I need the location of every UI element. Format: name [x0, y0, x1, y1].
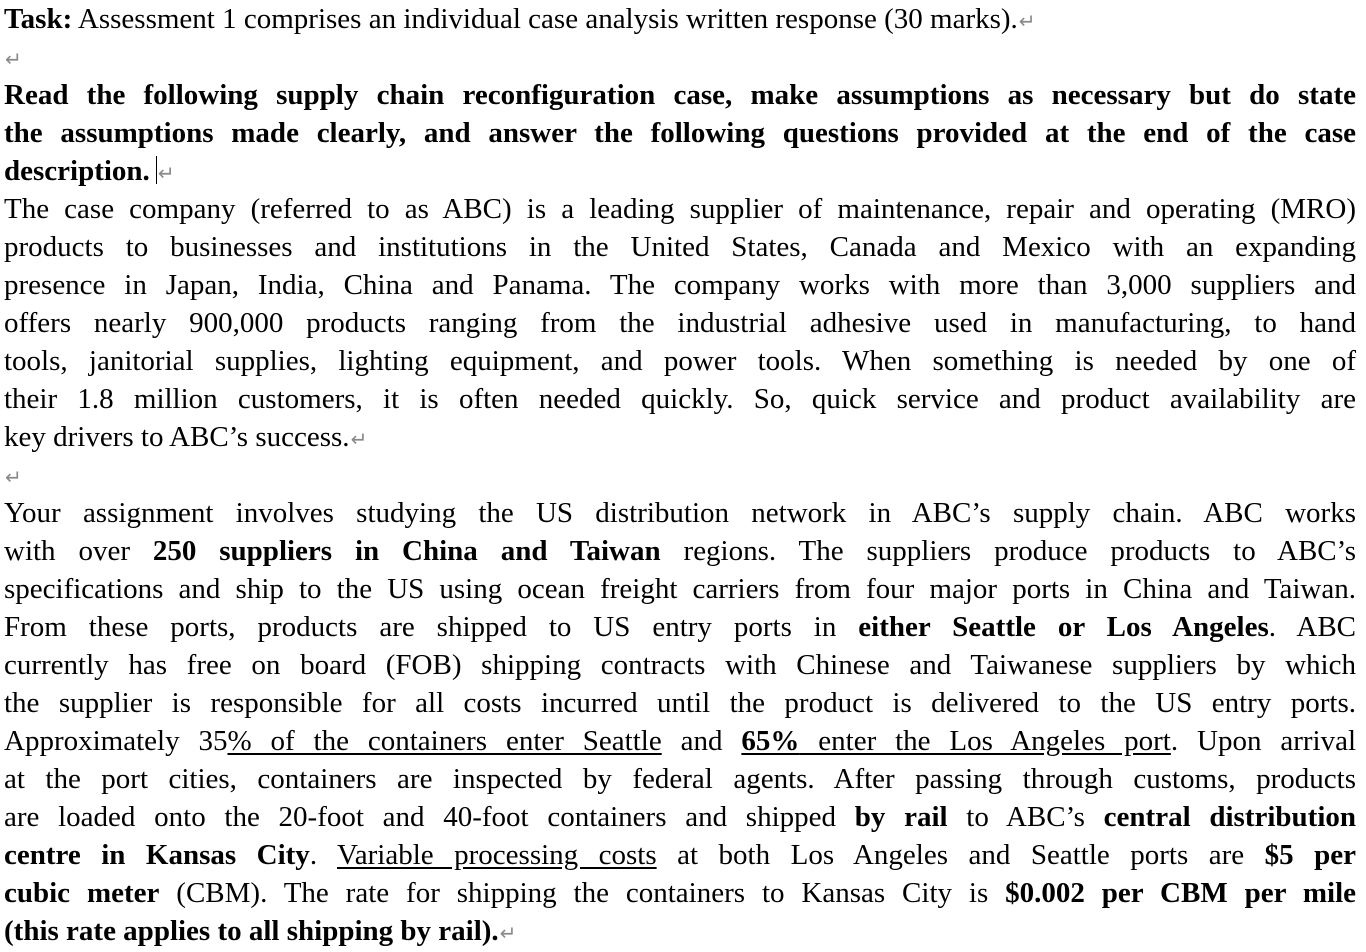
case-intro-line: products to businesses and institutions in the United States, Canada and Mexico with an expanding: [4, 231, 1356, 263]
assignment-line: [4, 836, 1356, 874]
assignment-text: .: [309, 839, 338, 871]
assignment-line: the supplier is responsible for all costs incurred until the product is delivered to the US entry ports.: [4, 687, 1356, 719]
assignment-line: currently has free on board (FOB) shipping contracts with Chinese and Taiwanese suppliers by which: [4, 649, 1356, 681]
instruction-line: Read the following supply chain reconfiguration case, make assumptions as necessary but do state: [4, 79, 1356, 111]
document-page[interactable]: [4, 0, 1356, 950]
assignment-bold-text: cubic meter: [4, 877, 160, 909]
assignment-line: [4, 532, 1356, 570]
assignment-line: Your assignment involves studying the US distribution network in ABC’s supply chain. ABC works: [4, 497, 1356, 529]
assignment-bold-text: central distribution: [1103, 801, 1357, 833]
case-intro-line: presence in Japan, India, China and Panama. The company works with more than 3,000 suppliers and: [4, 269, 1356, 301]
paragraph-mark-icon: ↵: [1018, 9, 1036, 33]
assignment-line: [4, 608, 1356, 646]
assignment-underlined-text: % of the containers enter Seattle: [227, 725, 662, 757]
case-intro-line: tools, janitorial supplies, lighting equipment, and power tools. When something is needed by one of: [4, 345, 1356, 377]
assignment-bold-text: centre in Kansas City: [4, 839, 310, 871]
paragraph-mark-icon: ↵: [5, 47, 22, 71]
task-label: Task:: [4, 3, 73, 35]
assignment-bold-text: 250 suppliers in China and Taiwan: [152, 535, 661, 567]
task-line: [4, 0, 1356, 38]
assignment-text: with over: [4, 535, 153, 567]
assignment-text: . ABC: [1268, 611, 1357, 643]
case-intro-line-text: key drivers to ABC’s success.: [4, 421, 350, 453]
assignment-line: at the port cities, containers are inspected by federal agents. After passing through customs, products: [4, 763, 1356, 795]
assignment-line: specifications and ship to the US using ocean freight carriers from four major ports in China and Taiwan.: [4, 573, 1356, 605]
assignment-text: From these ports, products are shipped to US entry ports in: [4, 611, 859, 643]
paragraph-mark-icon: ↵: [5, 465, 22, 489]
assignment-bold-text: $0.002 per CBM per mile: [1005, 877, 1356, 909]
assignment-underlined-text: Variable processing costs: [337, 839, 657, 871]
assignment-text: (CBM). The rate for shipping the containers to Kansas City is: [159, 877, 1006, 909]
empty-paragraph: [4, 38, 1356, 76]
assignment-text: at both Los Angeles and Seattle ports are: [656, 839, 1265, 871]
assignment-line: [4, 798, 1356, 836]
assignment-underlined-text: enter the Los Angeles port: [799, 725, 1171, 757]
assignment-text: . Upon arrival: [1170, 725, 1357, 757]
assignment-bold-text: by rail: [854, 801, 948, 833]
case-intro-line: their 1.8 million customers, it is often needed quickly. So, quick service and product availability are: [4, 383, 1356, 415]
assignment-text: regions. The suppliers produce products to ABC’s: [660, 535, 1356, 567]
case-intro-line: [4, 418, 1356, 456]
case-intro-line: offers nearly 900,000 products ranging from the industrial adhesive used in manufacturing, to hand: [4, 307, 1356, 339]
instruction-line: [4, 152, 1356, 190]
assignment-bold-text: $5 per: [1264, 839, 1356, 871]
assignment-text: to ABC’s: [947, 801, 1104, 833]
assignment-bold-underlined-text: 65%: [741, 725, 800, 757]
task-text: Assessment 1 comprises an individual case analysis written response (30 marks).: [72, 3, 1018, 35]
paragraph-mark-icon: ↵: [157, 161, 175, 185]
assignment-bold-text: (this rate applies to all shipping by rail).: [4, 915, 499, 947]
instruction-line: the assumptions made clearly, and answer the following questions provided at the end of the case: [4, 117, 1356, 149]
empty-paragraph: [4, 456, 1356, 494]
assignment-line: [4, 722, 1356, 760]
assignment-line: [4, 874, 1356, 912]
assignment-bold-text: either Seattle or Los Angeles: [858, 611, 1269, 643]
assignment-text: and: [661, 725, 742, 757]
instruction-line-text: description.: [4, 155, 150, 187]
assignment-line: [4, 912, 1356, 950]
case-intro-line: The case company (referred to as ABC) is a leading supplier of maintenance, repair and operating (MRO): [4, 193, 1356, 225]
paragraph-mark-icon: ↵: [350, 427, 368, 451]
paragraph-mark-icon: ↵: [499, 921, 517, 945]
assignment-text: Approximately 35: [4, 725, 228, 757]
assignment-text: are loaded onto the 20-foot and 40-foot containers and shipped: [4, 801, 855, 833]
text-cursor: [156, 156, 157, 184]
